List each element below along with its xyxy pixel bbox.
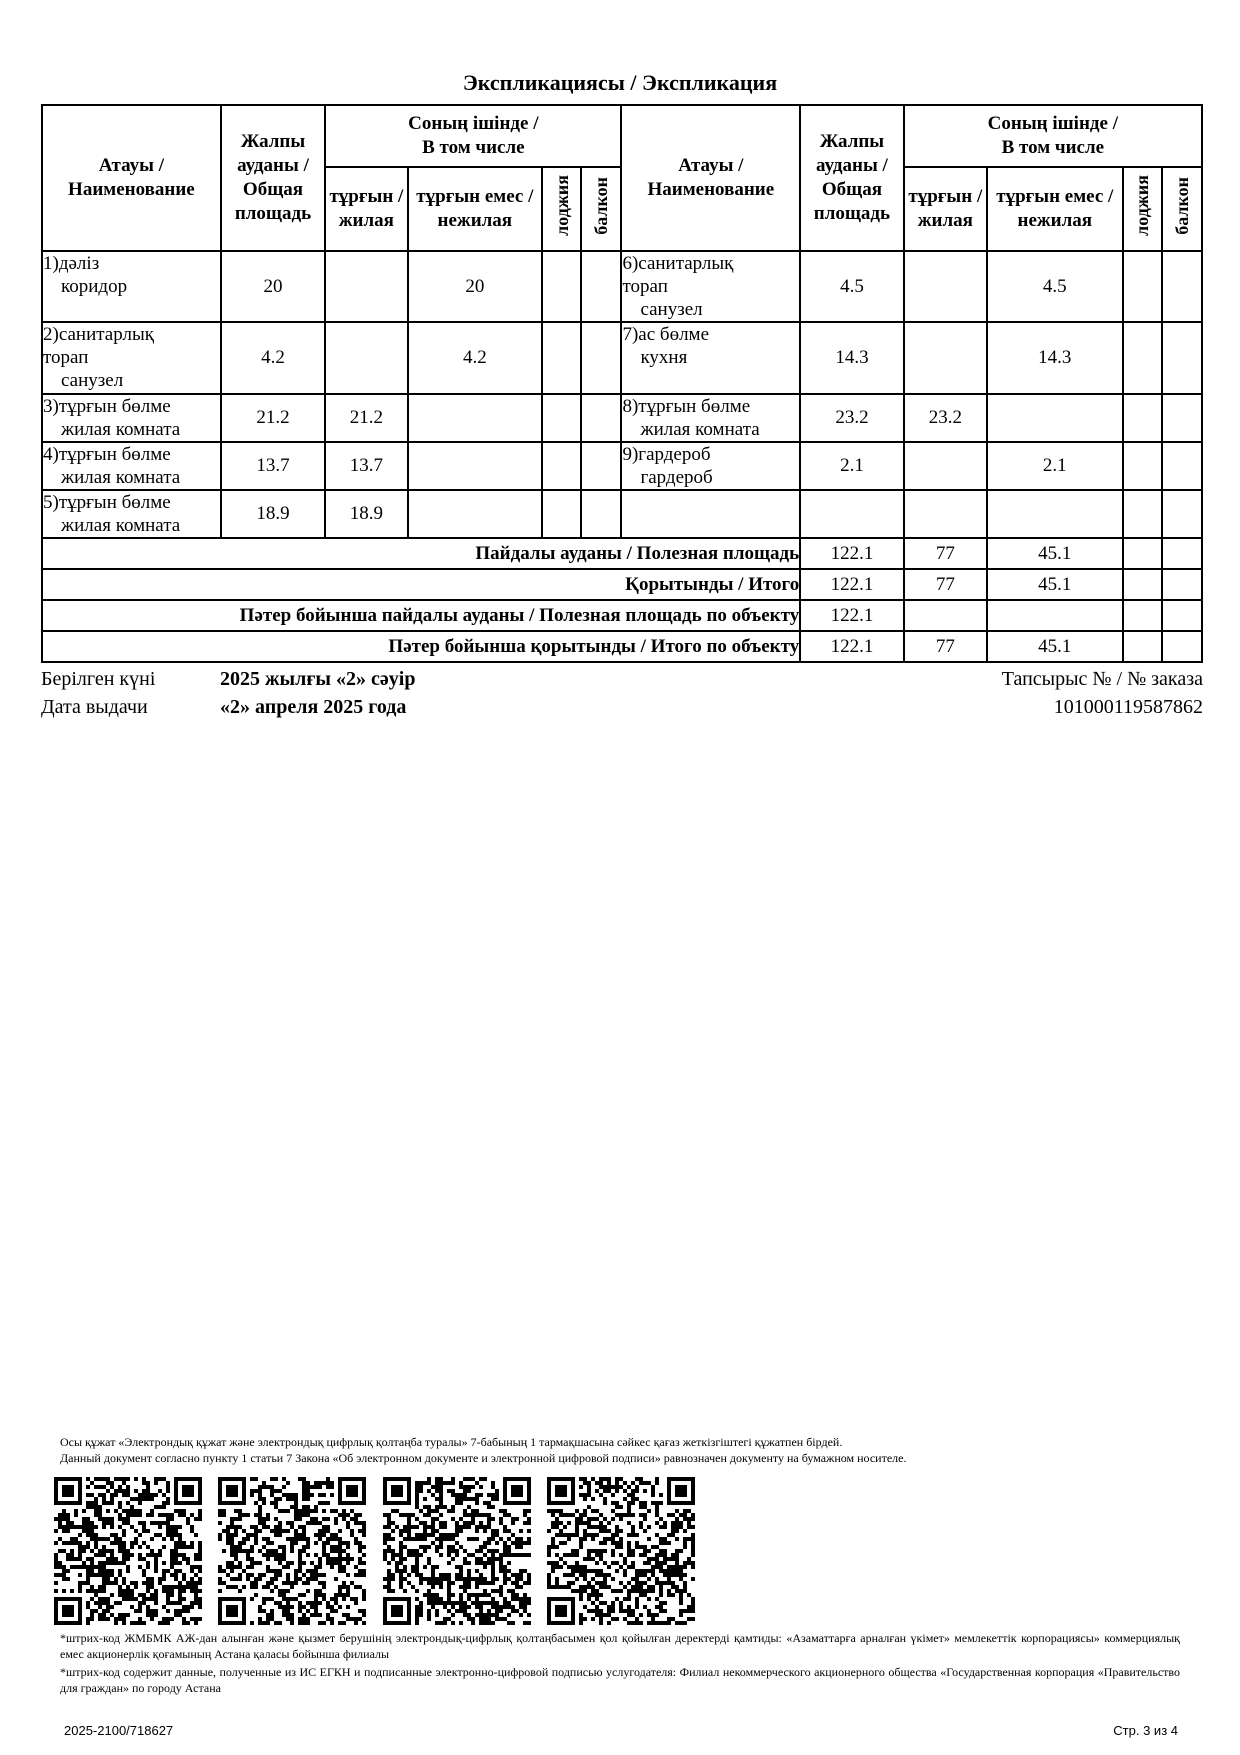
room-living: [325, 322, 407, 394]
page-number: Стр. 3 из 4: [1113, 1723, 1178, 1738]
total-row: Пәтер бойынша қорытынды / Итого по объекту 122.1 77 45.1: [42, 631, 1202, 662]
room-nonliving: 4.5: [987, 251, 1123, 322]
room-name: 7)ас бөлме кухня: [621, 322, 800, 394]
total-label: Пәтер бойынша қорытынды / Итого по объекту: [42, 631, 800, 662]
total-row: Пайдалы ауданы / Полезная площадь 122.1 77 45.1: [42, 538, 1202, 569]
header-name-left: Атауы / Наименование: [42, 105, 221, 251]
explication-table: [41, 104, 1203, 663]
header-living-left: тұрғын / жилая: [325, 167, 407, 251]
table-row: [42, 442, 1202, 490]
header-living-right: тұрғын / жилая: [904, 167, 987, 251]
room-nonliving: 2.1: [987, 442, 1123, 490]
room-nonliving: [987, 394, 1123, 442]
room-total: 14.3: [800, 322, 903, 394]
header-loggia-left: лоджия: [542, 167, 581, 251]
header-including-right: Соның ішінде / В том числе: [904, 105, 1202, 167]
table-row: [42, 322, 1202, 394]
header-total-left: Жалпы ауданы / Общая площадь: [221, 105, 325, 251]
room-nonliving: 14.3: [987, 322, 1123, 394]
header-total-right: Жалпы ауданы / Общая площадь: [800, 105, 903, 251]
room-name: 8)тұрғын бөлме жилая комната: [621, 394, 800, 442]
room-total: 4.2: [221, 322, 325, 394]
header-nonliving-left: тұрғын емес / нежилая: [408, 167, 543, 251]
room-nonliving: [408, 490, 543, 538]
barcode-icon: [218, 1477, 366, 1625]
room-name: 6)санитарлық торап санузел: [621, 251, 800, 322]
barcode-note-ru: *штрих-код содержит данные, полученные из ИС ЕГКН и подписанные электронно-цифровой подписью услугодателя: Филиал некоммерческого акционерного общества «Государственная корпорация «Правительство для граждан» по городу Астана: [60, 1665, 1180, 1695]
total-label: Қорытынды / Итого: [42, 569, 800, 600]
document-code: 2025-2100/718627: [64, 1723, 174, 1738]
room-name: 9)гардероб гардероб: [621, 442, 800, 490]
barcode-icon: [547, 1477, 695, 1625]
barcode-note-kz: *штрих-код ЖМБМК АЖ-дан алынған және қызмет берушінің электрондық-цифрлық қолтаңбасымен қол қойылған деректерді қамтиды: «Азаматтарға арналған үкімет» мемлекеттік корпорациясы» коммерциялық емес акционерлік қоғамының Астана қаласы бойынша филиалы: [60, 1631, 1180, 1661]
room-living: [325, 251, 407, 322]
room-nonliving: [408, 442, 543, 490]
room-total: 20: [221, 251, 325, 322]
room-living: [904, 251, 987, 322]
issue-date-kz: 2025 жылғы «2» сәуір: [220, 668, 416, 690]
room-nonliving: 20: [408, 251, 543, 322]
room-total: 21.2: [221, 394, 325, 442]
room-living: 21.2: [325, 394, 407, 442]
issue-date-ru: «2» апреля 2025 года: [220, 696, 407, 718]
header-loggia-right: лоджия: [1123, 167, 1162, 251]
room-living: 18.9: [325, 490, 407, 538]
issue-label-kz: Берілген күні: [41, 668, 156, 690]
room-name: 5)тұрғын бөлме жилая комната: [42, 490, 221, 538]
room-total: 2.1: [800, 442, 903, 490]
room-name: 4)тұрғын бөлме жилая комната: [42, 442, 221, 490]
room-name: 2)санитарлық торап санузел: [42, 322, 221, 394]
header-name-right: Атауы / Наименование: [621, 105, 800, 251]
room-total: 18.9: [221, 490, 325, 538]
barcode-icon: [54, 1477, 202, 1625]
room-living: 23.2: [904, 394, 987, 442]
header-balcony-left: балкон: [581, 167, 621, 251]
room-nonliving: [408, 394, 543, 442]
table-row: [42, 490, 1202, 538]
order-label: Тапсырыс № / № заказа: [1001, 668, 1203, 690]
room-total: 23.2: [800, 394, 903, 442]
total-row: Қорытынды / Итого 122.1 77 45.1: [42, 569, 1202, 600]
room-living: 13.7: [325, 442, 407, 490]
total-label: Пәтер бойынша пайдалы ауданы / Полезная площадь по объекту: [42, 600, 800, 631]
order-number: 101000119587862: [1053, 696, 1203, 718]
room-total: [800, 490, 903, 538]
table-row: [42, 394, 1202, 442]
room-living: [904, 490, 987, 538]
barcode-icon: [383, 1477, 531, 1625]
room-total: 13.7: [221, 442, 325, 490]
header-balcony-right: балкон: [1162, 167, 1202, 251]
legal-text-ru: Данный документ согласно пункту 1 статьи 7 Закона «Об электронном документе и электронной цифровой подписи» равнозначен документу на бумажном носителе.: [60, 1451, 907, 1465]
legal-text-kz: Осы құжат «Электрондық құжат және электрондық цифрлық қолтаңба туралы» 7-бабының 1 тармақшасына сәйкес қағаз жеткізгіштегі құжатпен бірдей.: [60, 1435, 843, 1449]
header-nonliving-right: тұрғын емес / нежилая: [987, 167, 1123, 251]
room-name: 3)тұрғын бөлме жилая комната: [42, 394, 221, 442]
document-title: Экспликациясы / Экспликация: [462, 70, 778, 95]
room-name: 1)дәліз коридор: [42, 251, 221, 322]
total-row: Пәтер бойынша пайдалы ауданы / Полезная площадь по объекту 122.1: [42, 600, 1202, 631]
header-including-left: Соның ішінде / В том числе: [325, 105, 621, 167]
room-name: [621, 490, 800, 538]
room-nonliving: [987, 490, 1123, 538]
table-row: [42, 251, 1202, 322]
room-living: [904, 442, 987, 490]
room-total: 4.5: [800, 251, 903, 322]
room-living: [904, 322, 987, 394]
issue-label-ru: Дата выдачи: [41, 696, 148, 718]
total-label: Пайдалы ауданы / Полезная площадь: [42, 538, 800, 569]
room-nonliving: 4.2: [408, 322, 543, 394]
